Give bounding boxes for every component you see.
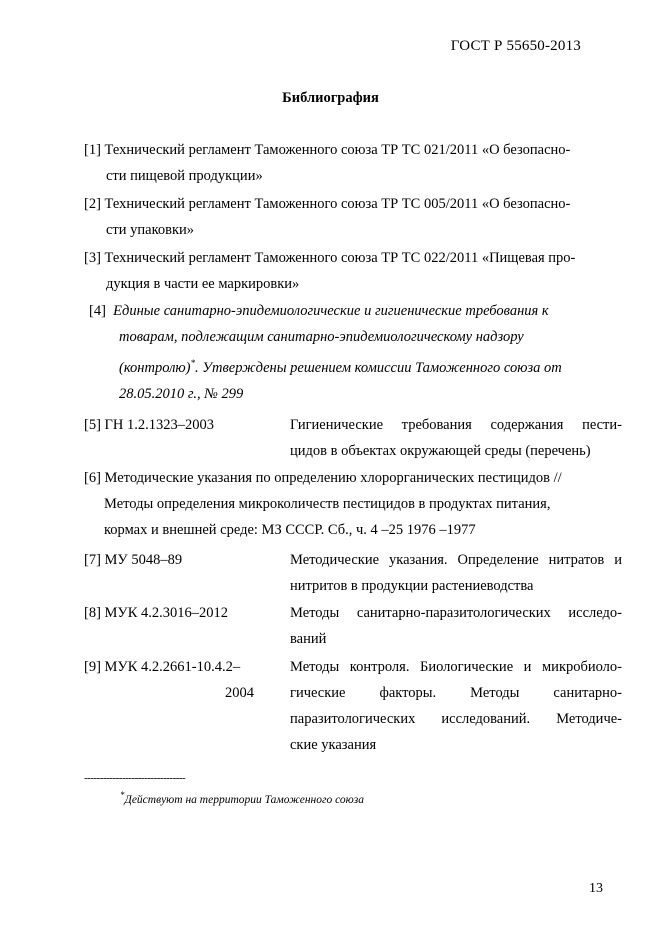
entry-line: нитритов в продукции растениеводства xyxy=(290,578,534,594)
entry-description xyxy=(290,547,622,599)
entry-line: ские указания xyxy=(290,737,377,753)
entry-code: [5] ГН 1.2.1323–2003 xyxy=(84,417,215,433)
entry-line: Методы контроля. Биологические и микробиоло- xyxy=(290,659,622,675)
entry-line: гические факторы. Методы санитарно- xyxy=(290,685,622,701)
footnote-marker: * xyxy=(190,358,195,368)
entry-line: [3] Технический регламент Таможенного союза ТР ТС 022/2011 «Пищевая про- xyxy=(84,250,576,266)
footnote-separator: -------------------------------- xyxy=(84,772,186,784)
entry-text: . Утверждены решением комиссии Таможенного союза от xyxy=(195,359,562,376)
entry-line: сти упаковки» xyxy=(106,222,195,238)
entry-code: [8] МУК 4.2.3016–2012 xyxy=(84,605,228,621)
entry-code xyxy=(84,654,284,706)
entry-line: [2] Технический регламент Таможенного союза ТР ТС 005/2011 «О безопасно- xyxy=(84,196,571,212)
entry-code-line: [9] МУК 4.2.2661-10.4.2– xyxy=(84,659,241,675)
standard-code: ГОСТ Р 55650-2013 xyxy=(450,38,581,54)
footnote xyxy=(120,790,364,806)
entry-description xyxy=(290,600,622,652)
entry-number: [4] xyxy=(89,303,106,319)
bibliography-entry-1 xyxy=(84,137,622,189)
entry-text: Единые санитарно-эпидемиологические и гигиенические требования к xyxy=(113,303,549,319)
entry-description xyxy=(290,412,622,464)
section-title: Библиография xyxy=(282,90,379,106)
bibliography-entry-2 xyxy=(84,191,622,243)
entry-line: Гигиенические требования содержания пести- xyxy=(290,417,622,433)
bibliography-entry-3 xyxy=(84,245,622,297)
entry-line: Методы определения микроколичеств пестицидов в продуктах питания, xyxy=(104,496,551,512)
entry-line: дукция в части ее маркировки» xyxy=(106,276,300,292)
entry-line: 28.05.2010 г., № 299 xyxy=(119,385,244,402)
entry-code-line: 2004 xyxy=(225,685,254,701)
entry-text: (контролю) xyxy=(119,359,191,376)
entry-line: ваний xyxy=(290,631,327,647)
entry-line: Методы санитарно-паразитологических исследо- xyxy=(290,605,622,621)
entry-line: паразитологических исследований. Методиче- xyxy=(290,711,622,727)
entry-code: [7] МУ 5048–89 xyxy=(84,552,183,568)
entry-line xyxy=(89,298,622,324)
footnote-text: Действуют на территории Таможенного союза xyxy=(124,793,365,806)
bibliography-entry-4 xyxy=(89,298,622,407)
entry-line: кормах и внешней среде: МЗ СССР. Сб., ч. 4 –25 1976 –1977 xyxy=(104,522,476,538)
bibliography-entry-6 xyxy=(84,465,622,543)
footnote-marker: * xyxy=(120,790,125,800)
entry-line: [6] Методические указания по определению хлорорганических пестицидов // xyxy=(84,470,562,486)
entry-line: товарам, подлежащим санитарно-эпидемиологическому надзору xyxy=(119,329,524,345)
entry-description xyxy=(290,654,622,758)
entry-line: Методические указания. Определение нитратов и xyxy=(290,552,622,568)
page-number: 13 xyxy=(589,881,603,896)
entry-line: цидов в объектах окружающей среды (перечень) xyxy=(290,443,591,459)
entry-line xyxy=(89,350,622,381)
entry-line: [1] Технический регламент Таможенного союза ТР ТС 021/2011 «О безопасно- xyxy=(84,142,571,158)
entry-line: сти пищевой продукции» xyxy=(106,168,263,184)
